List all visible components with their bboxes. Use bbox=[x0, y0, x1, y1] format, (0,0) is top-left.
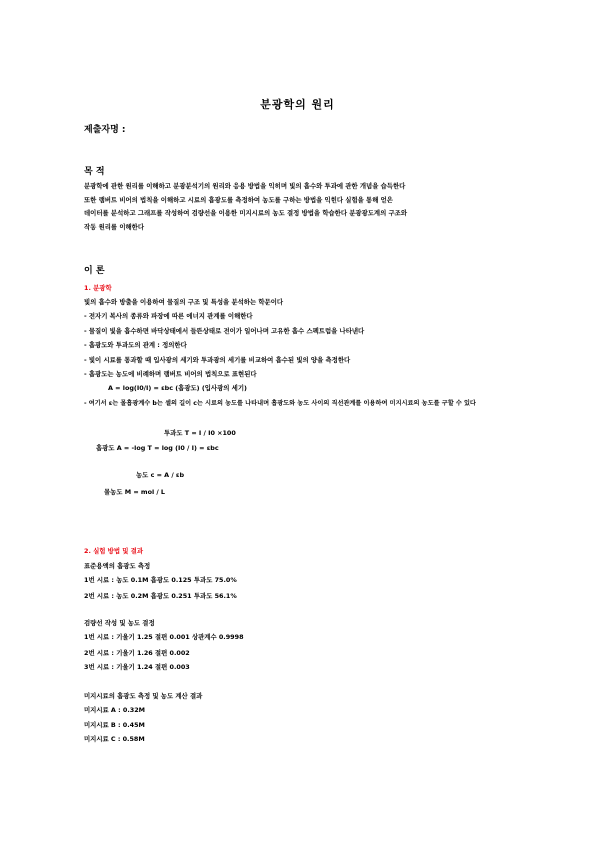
theory-item: - 흡광도는 농도에 비례하며 램버트 비어의 법칙으로 표현된다 bbox=[84, 370, 257, 378]
equation-line: 농도 c = A / εb bbox=[136, 471, 185, 479]
equation-line: 몰농도 M = mol / L bbox=[104, 488, 166, 496]
theory-item: 빛의 흡수와 방출을 이용하여 물질의 구조 및 특성을 분석하는 학문이다 bbox=[84, 298, 284, 306]
author-label: 제출자명 : bbox=[84, 125, 126, 135]
group-title: 표준용액의 흡광도 측정 bbox=[84, 562, 151, 570]
theory-subheading: 1. 분광학 bbox=[84, 284, 112, 292]
experiment-heading: 2. 실험 방법 및 결과 bbox=[84, 547, 143, 555]
purpose-line: 분광학에 관한 원리를 이해하고 분광분석기의 원리와 응용 방법을 익히며 빛의 흡수와 투과에 관한 개념을 습득한다 bbox=[84, 182, 406, 190]
data-row: 3번 시료 : 기울기 1.24 절편 0.003 bbox=[84, 663, 190, 671]
group-title: 미지시료의 흡광도 측정 및 농도 계산 결과 bbox=[84, 692, 203, 700]
data-row: 미지시료 A : 0.32M bbox=[84, 706, 145, 714]
data-row: 2번 시료 : 농도 0.2M 흡광도 0.251 투과도 56.1% bbox=[84, 592, 237, 600]
theory-formula: A = log(I0/I) = εbc (흡광도) (입사광의 세기) bbox=[108, 384, 247, 392]
theory-item: - 물질이 빛을 흡수하면 바닥상태에서 들뜬상태로 전이가 일어나며 고유한 흡수 스펙트럼을 나타낸다 bbox=[84, 327, 365, 335]
theory-heading: 이 론 bbox=[84, 266, 105, 276]
equation-line: 투과도 T = I / I0 ×100 bbox=[164, 429, 236, 437]
purpose-heading: 목 적 bbox=[84, 167, 105, 177]
data-row: 미지시료 B : 0.45M bbox=[84, 721, 145, 729]
document-title: 분광학의 원리 bbox=[260, 98, 335, 111]
data-row: 1번 시료 : 기울기 1.25 절편 0.001 상관계수 0.9998 bbox=[84, 633, 244, 641]
purpose-line: 또한 램버트 비어의 법칙을 이해하고 시료의 흡광도를 측정하여 농도를 구하는 방법을 익힌다 실험을 통해 얻은 bbox=[84, 195, 393, 204]
purpose-paragraph bbox=[84, 180, 514, 234]
purpose-line: 데이터를 분석하고 그래프를 작성하여 검량선을 이용한 미지시료의 농도 결정 방법을 학습한다 분광광도계의 구조와 bbox=[84, 209, 408, 217]
data-row: 1번 시료 : 농도 0.1M 흡광도 0.125 투과도 75.0% bbox=[84, 576, 237, 584]
theory-item: - 전자기 복사의 종류와 파장에 따른 에너지 관계를 이해한다 bbox=[84, 312, 253, 320]
theory-item: - 흡광도와 투과도의 관계 : 정의한다 bbox=[84, 341, 187, 349]
equation-line: 흡광도 A = -log T = log (I0 / I) = εbc bbox=[96, 444, 219, 452]
theory-item: - 여기서 ε는 몰흡광계수 b는 셀의 길이 c는 시료의 농도를 나타내며 흡광도와 농도 사이의 직선관계를 이용하여 미지시료의 농도를 구할 수 있다 bbox=[84, 400, 476, 407]
purpose-line: 작동 원리를 이해한다 bbox=[84, 222, 145, 231]
data-row: 미지시료 C : 0.58M bbox=[84, 735, 145, 743]
theory-item: - 빛이 시료를 통과할 때 입사광의 세기와 투과광의 세기를 비교하여 흡수된 빛의 양을 측정한다 bbox=[84, 356, 351, 364]
data-row: 2번 시료 : 기울기 1.26 절편 0.002 bbox=[84, 649, 190, 657]
group-title: 검량선 작성 및 농도 결정 bbox=[84, 619, 155, 627]
